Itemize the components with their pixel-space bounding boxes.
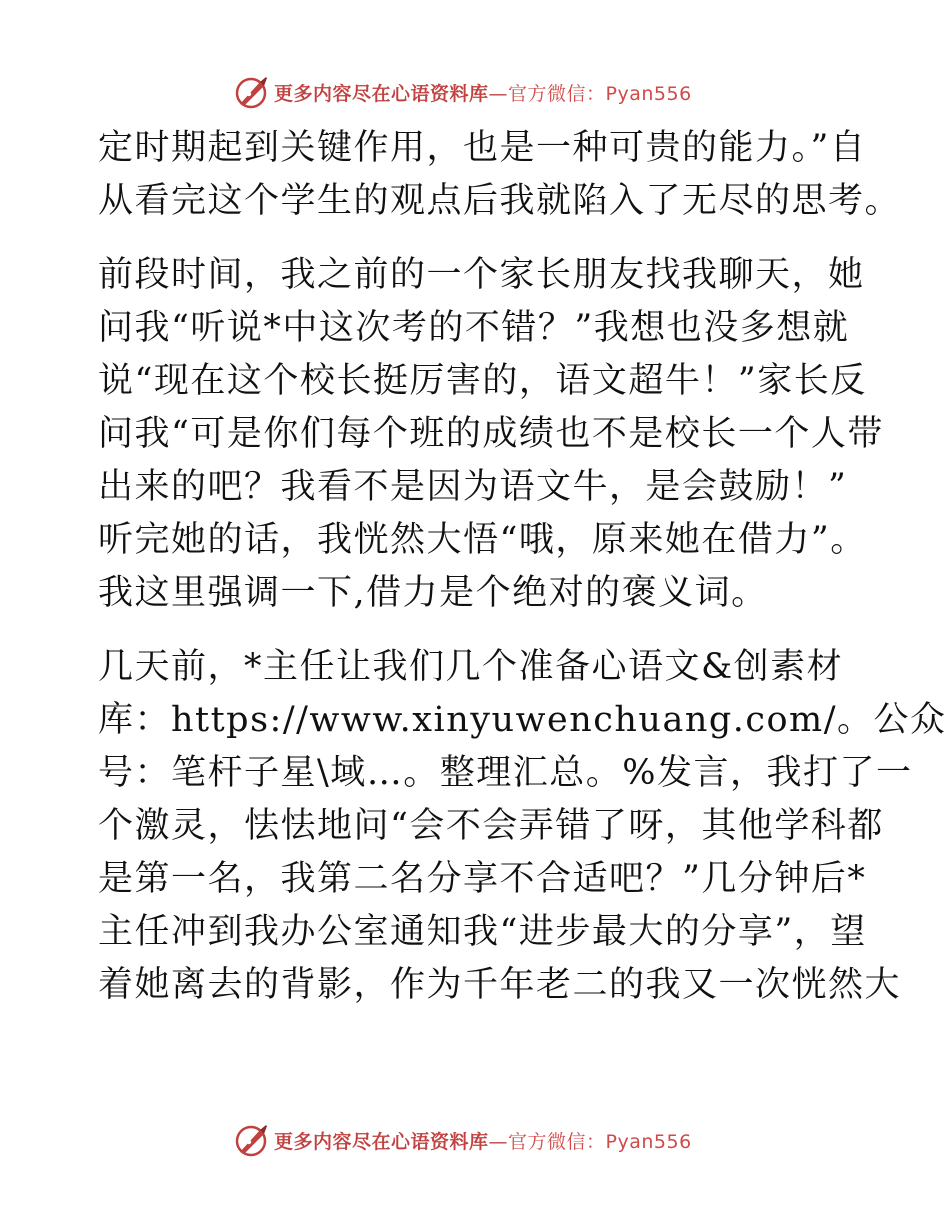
text-line: 定时期起到关键作用，也是一种可贵的能力。”自 bbox=[98, 128, 867, 168]
text-line: 主任冲到我办公室通知我“进步最大的分享”，望 bbox=[98, 912, 867, 952]
header-wechat-text: 官方微信：Pyan556 bbox=[508, 82, 692, 105]
text-line: 听完她的话，我恍然大悟“哦，原来她在借力”。 bbox=[98, 520, 867, 560]
text-line: 库：https://www.xinyuwenchuang.com/。公众 bbox=[98, 700, 947, 740]
text-line: 着她离去的背影，作为千年老二的我又一次恍然大 bbox=[98, 965, 902, 1005]
footer-brand-text: 更多内容尽在心语资料库 bbox=[274, 1130, 489, 1153]
footer-wechat-text: 官方微信：Pyan556 bbox=[508, 1130, 692, 1153]
document-body bbox=[98, 122, 947, 1012]
header-brand-text: 更多内容尽在心语资料库 bbox=[274, 82, 489, 105]
text-line: 问我“听说*中这次考的不错？”我想也没多想就 bbox=[98, 308, 850, 348]
text-line: 号：笔杆子星\域…。整理汇总。%发言，我打了一 bbox=[98, 753, 913, 793]
paragraph-3 bbox=[98, 641, 947, 1012]
paragraph-2 bbox=[98, 249, 884, 620]
text-line: 是第一名，我第二名分享不合适吧？”几分钟后* bbox=[98, 859, 867, 899]
footer-separator: — bbox=[488, 1130, 509, 1153]
text-line: 前段时间，我之前的一个家长朋友找我聊天，她 bbox=[98, 255, 865, 295]
text-line: 问我“可是你们每个班的成绩也不是校长一个人带 bbox=[98, 414, 884, 454]
text-line: 出来的吧？我看不是因为语文牛，是会鼓励！” bbox=[98, 467, 848, 507]
pen-logo-icon bbox=[234, 1122, 270, 1158]
text-line: 几天前，*主任让我们几个准备心语文&创素材 bbox=[98, 647, 844, 687]
text-line: 说“现在这个校长挺厉害的，语文超牛！”家长反 bbox=[98, 361, 867, 401]
text-line: 个激灵，怯怯地问“会不会弄错了呀，其他学科都 bbox=[98, 806, 884, 846]
pen-logo-icon bbox=[234, 74, 270, 110]
text-line: 从看完这个学生的观点后我就陷入了无尽的思考。 bbox=[98, 181, 902, 221]
footer-banner bbox=[234, 1120, 692, 1160]
header-banner bbox=[234, 72, 692, 112]
text-line: 我这里强调一下,借力是个绝对的褒义词。 bbox=[98, 573, 768, 613]
header-separator: — bbox=[488, 82, 509, 105]
paragraph-1 bbox=[98, 122, 902, 228]
